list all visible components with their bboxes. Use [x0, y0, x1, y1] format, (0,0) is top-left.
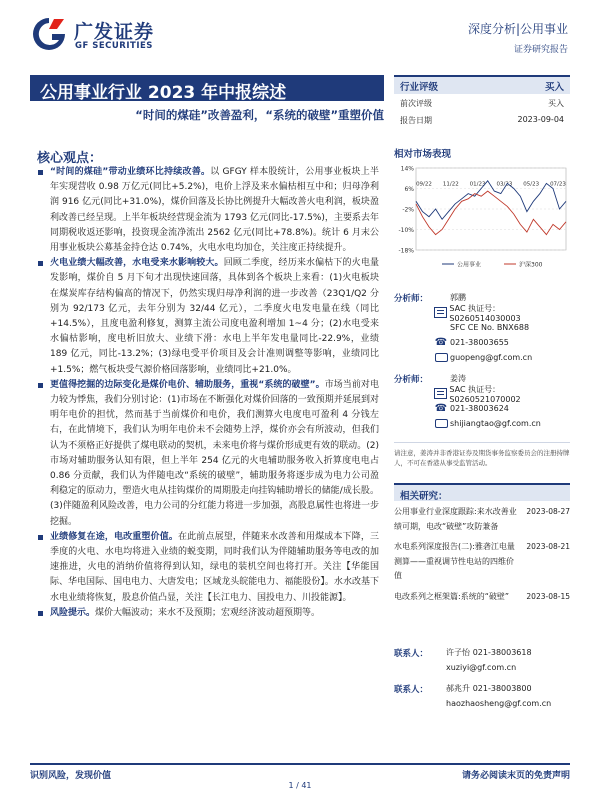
para-text: 煤价大幅波动；来水不及预期；宏观经济波动超预期等。 [95, 607, 321, 618]
legend-label: 沪深300 [519, 261, 543, 269]
certificate-icon [434, 388, 447, 399]
report-title: 公用事业行业 2023 年中报综述 [30, 75, 384, 101]
contact-phone-row [394, 645, 570, 660]
para-lead: 更值得挖掘的边际变化是煤价电价、辅助服务，重视“系统的破壁”。 [50, 379, 325, 390]
para-text: 回顾二季度，经历来水偏枯下的火电量发影响，煤价自 5 月下旬才出现快速回落，具体到各个板块上来看：(1)火电板块在煤炭库存结构偏高的情况下，仍然实现归母净利润的进一步改善（23Q1/Q2 分别为 92/173 亿元，去年分别为 32/44 亿元），二季度火电发电量在线（同比+14.5%），且度电盈利修复，测算主流公司度电盈利增加 1~4 分；(2)水电受来水偏枯影响，度电析旧放大、业绩下滑：水电上半年发电量同比-22.9%，业绩 189 亿元，同比-13.2%；(3)绿电受平价项目及会计准则调整等影响，业绩同比+1.5%；燃气板块受气源价格回落影响，业绩同比+21.0%。 [50, 258, 379, 375]
report-date-row [394, 111, 570, 128]
para-lead: “时间的煤硅”带动业绩环比持续改善。 [50, 167, 211, 177]
analyst-label: 分析师： [394, 374, 429, 385]
series-line-utilities [416, 181, 566, 220]
report-type: 证券研究报告 [513, 45, 568, 55]
analyst-label: 分析师： [394, 293, 429, 304]
contact-phone: 021-38003618 [472, 648, 532, 657]
analyst-name: 郭鹏 [450, 293, 466, 302]
report-date-label: 报告日期 [400, 116, 432, 125]
phone-icon: ☎ [434, 337, 448, 348]
rating-head [394, 75, 570, 94]
contact-phone-row [394, 681, 570, 696]
bullet-icon [38, 170, 43, 175]
bullet-icon [38, 611, 43, 616]
related-item[interactable] [394, 505, 570, 534]
related-research [394, 483, 570, 604]
core-paragraph [37, 530, 379, 606]
core-paragraph [37, 378, 379, 530]
related-item-date: 2023-08-15 [526, 591, 570, 601]
page-number: 1 / 41 [288, 781, 312, 790]
related-item[interactable] [394, 590, 570, 605]
rating-label: 行业评级 [400, 82, 439, 93]
related-item-date: 2023-08-21 [526, 542, 570, 551]
analyst-sac-row [394, 303, 570, 323]
x-tick-label: 03/23 [496, 181, 513, 188]
x-tick-label: 11/22 [442, 181, 459, 188]
core-paragraph [37, 165, 379, 256]
x-tick-label: 09/22 [416, 181, 432, 188]
analyst-email-row [394, 416, 570, 431]
analyst-sac: SAC 执证号：S0260521070002 [449, 384, 521, 404]
footer-rule [30, 763, 570, 765]
related-item-text: 电改系列之框架篇:系统的“破壁” [394, 591, 509, 601]
para-lead: 业绩修复在途，电改重塑价值。 [50, 531, 178, 542]
bullet-icon [38, 261, 43, 266]
report-subtitle: “时间的煤硅”改善盈利，“系统的破壁”重塑价值 [135, 108, 384, 122]
analyst-note: 请注意，姜涛并非香港证券及期货事务监察委员会的注册持牌人，不可在香港从事受监管活动。 [394, 442, 570, 468]
report-category: 深度分析|公用事业 [467, 22, 568, 36]
analyst-name: 姜涛 [450, 374, 466, 383]
related-item-text: 水电系列深度报告(二):雅砻江电量测算——重视调节性电站的四维价值 [394, 542, 515, 580]
analyst-phone-row [394, 335, 570, 350]
core-views-title: 核心观点： [37, 151, 103, 166]
bullet-icon [38, 535, 43, 540]
related-item-date: 2023-08-27 [526, 507, 570, 516]
contact-name: 郝兆升 [446, 684, 470, 693]
certificate-icon [434, 307, 447, 318]
email-icon [435, 419, 448, 428]
contact-email[interactable]: haozhaosheng@gf.com.cn [446, 699, 552, 708]
prev-rating-value: 买入 [548, 99, 564, 108]
header-right [468, 20, 568, 55]
contact-email-row [394, 660, 570, 675]
report-date-value: 2023-09-04 [517, 115, 564, 124]
footer-disclaimer: 请务必阅读末页的免责声明 [461, 771, 570, 781]
plot-frame [416, 168, 566, 250]
y-tick-label: 6% [404, 186, 414, 193]
logo-cn-text: 广发证券 [74, 21, 155, 43]
gf-logo [30, 15, 160, 55]
prev-rating-label: 前次评级 [400, 99, 432, 108]
prev-rating-row [394, 94, 570, 111]
core-paragraph [37, 256, 379, 378]
analyst-email-row [394, 350, 570, 365]
contact-label: 联系人： [394, 648, 429, 659]
legend-label: 公用事业 [457, 261, 482, 269]
analyst-email[interactable]: shijiangtao@gf.com.cn [450, 419, 541, 428]
analyst-list [394, 290, 570, 431]
analyst-phone: 021-38003624 [450, 404, 509, 413]
footer-slogan: 识别风险，发现价值 [30, 771, 112, 781]
para-lead: 风险提示。 [50, 607, 96, 618]
x-tick-label: 07/23 [550, 181, 566, 188]
para-text: 以 GFGY 样本股统计，公用事业板块上半年实现营收 0.98 万亿元(同比+5.2%)，电价上浮及来水偏枯相互中和；归母净利润 916 亿元(同比+31.0%)，煤价回落及长协比例提升大幅改善火电利润，板块盈利改善已经呈现。上半年板块经营现金流为 1793 亿元(同比-17.5%)，主要系去年同期税收返还影响，投资现金流净流出 2562 亿元(同比+78.8%)。统计 6 月末公用事业板块公募基金持仓达 0.74%，火电水电均加仓，关注度正持续提升。 [50, 167, 379, 254]
rating-value: 买入 [544, 82, 564, 93]
related-item[interactable] [394, 540, 570, 584]
contact-email[interactable]: xuziyi@gf.com.cn [446, 663, 517, 672]
contact-list [394, 645, 570, 711]
contact-label: 联系人： [394, 684, 429, 695]
para-text: 在此前点展望，伴随来水改善和用煤成本下降，三季度的火电、水电均将进入业绩的蜕变期，同时我们认为伴随辅助服务等电改的加速推进，火电的消纳价值将得到认知，绿电的装机空间也将打开。关注【华能国际、华电国际、国电电力、大唐发电；区域龙头皖能电力、福能股份】。水水改基下水电业绩将恢复，股息价值凸显，关注【长江电力、国投电力、川投能源】。 [50, 531, 379, 603]
x-tick-label: 05/23 [523, 181, 540, 188]
core-paragraph [37, 606, 379, 621]
analyst-email[interactable]: guopeng@gf.com.cn [450, 353, 533, 362]
y-tick-label: 14% [400, 165, 414, 173]
gf-logo-icon [30, 15, 68, 53]
analyst-sac: SAC 执证号：S0260514030003 [449, 303, 521, 323]
contact-email-row [394, 696, 570, 711]
y-tick-label: -2% [402, 206, 414, 214]
analyst-sfc: SFC CE No. BNX688 [450, 323, 530, 332]
contact-name: 许子怡 [446, 648, 470, 657]
para-text: 市场当前对电力较为悸焦，我们分别讨论：(1)市场在不断强化对煤价回落的一致预期并延展到对明年电价的担忧，然而基于当前煤价和电价，我们测算火电度电可盈利 4 分钱左右，在此情境下，我们认为明年电价未不会随势上浮，煤价亦会有所波动，但我们认为不须格正好提供了煤电联动的契机，未来电价将与煤价形成更有效的联动。(2)市场对辅助服务认知有限，但上半年 254 亿元的火电辅助服务收入折算度电电占 0.86 分贡献，我们认为伴随电改“系统的破壁”，辅助服务将逐步成为电力公司盈利稳定的原动力，塑造火电从挂钩煤价的周期股走向挂钩辅助增长的储能/成长股。(3)伴随盈利风险改善，电力公司的分红能力将进一步加强，高股息属性也将进一步挖掘。 [50, 379, 379, 527]
bullet-icon [38, 383, 43, 388]
x-tick-label: 01/23 [469, 181, 486, 188]
related-item-text: 公用事业行业深度跟踪:来水改善业绩可期，电改“破壁”攻防兼备 [394, 507, 517, 531]
analyst-sac-row [394, 384, 570, 404]
email-icon [435, 353, 448, 362]
core-views [37, 165, 379, 621]
y-tick-label: -18% [398, 247, 414, 255]
logo-en-text: GF SECURITIES [75, 41, 153, 51]
phone-icon: ☎ [434, 403, 448, 414]
related-title: 相关研究： [394, 483, 570, 501]
para-lead: 火电业绩大幅改善，水电受来水影响较大。 [50, 258, 224, 269]
contact-phone: 021-38003800 [472, 684, 532, 693]
y-tick-label: -10% [398, 227, 414, 234]
relative-performance-chart [394, 160, 570, 272]
chart-title: 相对市场表现 [394, 149, 452, 160]
rating-box [394, 75, 570, 128]
analyst-phone: 021-38003655 [450, 338, 509, 347]
